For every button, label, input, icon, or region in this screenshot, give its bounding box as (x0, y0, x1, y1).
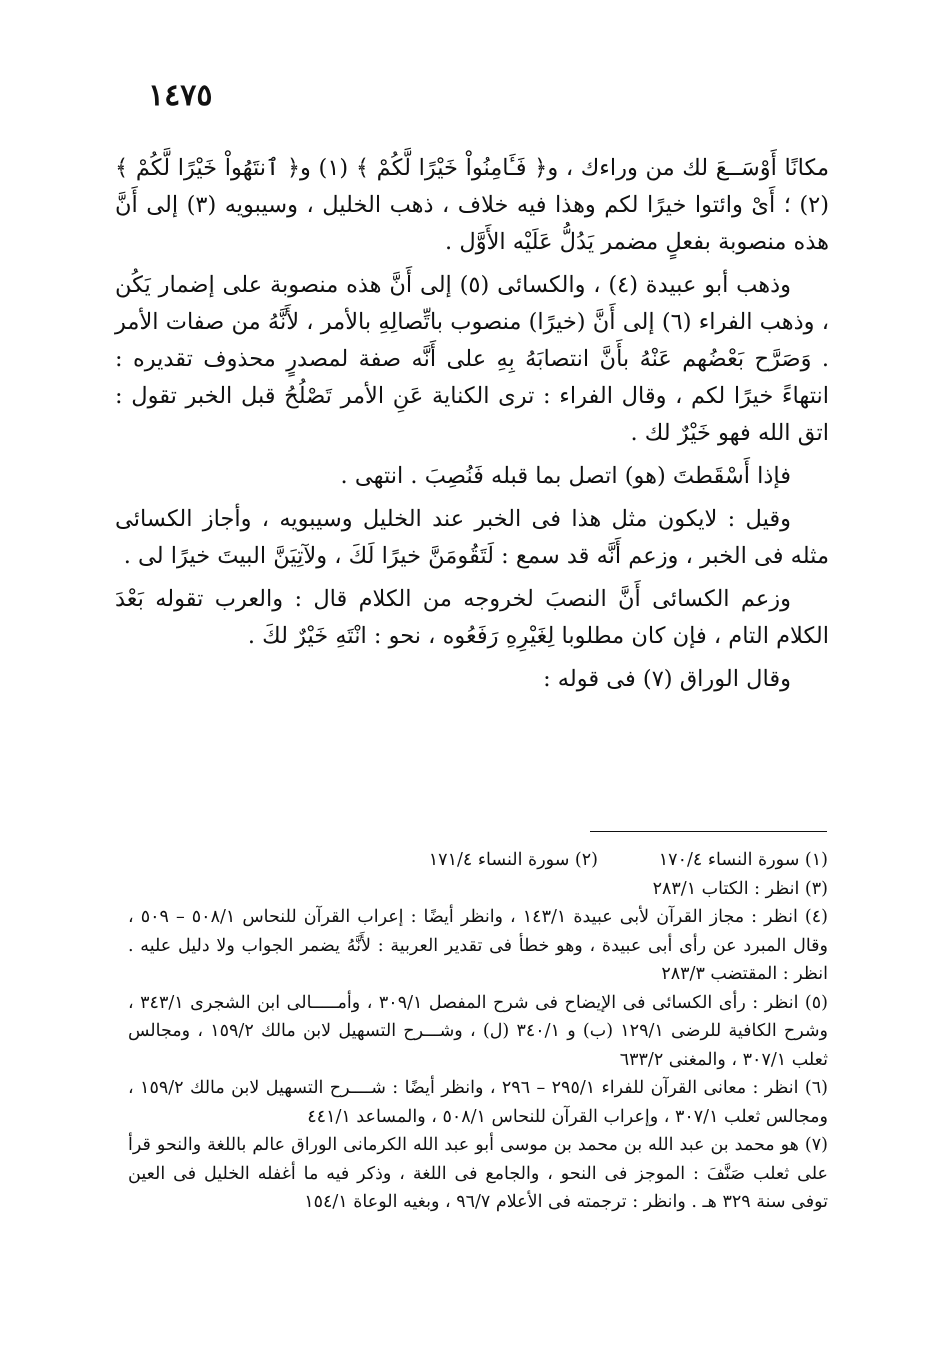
paragraph-5: وزعم الكسائى أَنَّ النصبَ لخروجه من الكلام قال : والعرب تقوله بَعْدَ الكلام التام ، فإن كان مطلوبا لِغَيْرِهِ رَفَعُوه ، نحو : انْتَهِ خَيْرٌ لكَ . (115, 586, 829, 649)
footnote-6: (٦) انظر : معانى القرآن للفراء ٢٩٥/١ – ٢٩٦ ، وانظر أيضًا : شــــرح التسهيل لابن مالك ١٥٩/٢ ، ومجالس ثعلب ٣٠٧/١ ، وإعراب القرآن للنحاس ٥٠٨/١ ، والمساعد ٤٤١/١ (128, 1078, 828, 1127)
main-text (115, 150, 829, 698)
paragraph-6: وقال الوراق (٧) فى قوله : (543, 666, 791, 692)
footnote-separator (590, 831, 827, 832)
footnote-7: (٧) هو محمد بن عبد الله بن محمد بن موسى أبو عبد الله الكرمانى الوراق عالم باللغة والنحو قرأ على ثعلب صَنَّفَ : الموجز فى النحو ، والجامع فى اللغة ، وذكر فيه ما أغفله الخليل فى العين توفى سنة ٣٢٩ هـ . وانظر : ترجمته فى الأعلام ٩٦/٧ ، وبغيه الوعاة ١٥٤/١ (128, 1135, 828, 1212)
footnotes (128, 846, 828, 1217)
page-number: ١٤٧٥ (148, 78, 213, 113)
paragraph-2: وذهب أبو عبيدة (٤) ، والكسائى (٥) إلى أَنَّ هذه منصوبة على إضمار يَكُن ، وذهب الفراء (٦) إلى أَنَّ (خيرًا) منصوب باتِّصالِهِ بالأمر ، لأَنَّهُ من صفات الأمر . وَصَرَّح بَعْضُهم عَنْهُ بأَنَّ انتصابَهُ بِهِ على أَنَّه صفة لمصدرٍ محذوف تقديره : انتهاءً خيرًا لكم ، وقال الفراء : ترى الكناية عَنِ الأمر تَصْلُحُ قبل الخبر تقول : اتق الله فهو خَيْرٌ لك . (115, 272, 830, 446)
paragraph-3: فإذا أَسْقَطتَ (هو) اتصل بما قبله فَنُصِبَ . انتهى . (340, 463, 791, 489)
paragraph-1: مكانًا أَوْسَــعَ لك من وراءك ، و﴿ فَـَٔامِنُواْ خَيْرًا لَّكُمْ ﴾ (١) و﴿ ٱنتَهُواْ خَيْرًا لَّكُمْ ﴾ (٢) ؛ أَىْ وائتوا خيرًا لكم وهذا فيه خلاف ، ذهب الخليل ، وسيبويه (٣) إلى أَنَّ هذه منصوبة بفعلٍ مضمر يَدُلُّ عَلَيْه الأَوَّل . (115, 155, 830, 255)
footnote-row-1-2 (128, 846, 828, 875)
footnote-5: (٥) انظر : رأى الكسائى فى الإيضاح فى شرح المفصل ٣٠٩/١ ، وأمـــــالى ابن الشجرى ٣٤٣/١ ، وشرح الكافية للرضى ١٢٩/١ (ب) و ٣٤٠/١ (ل) ، وشـــرح التسهيل لابن مالك ١٥٩/٢ ، ومجالس ثعلب ٣٠٧/١ ، والمغنى ٦٣٣/٢ (128, 992, 828, 1070)
footnote-3: (٣) انظر : الكتاب ٢٨٣/١ (652, 878, 828, 899)
footnote-2: (٢) سورة النساء ١٧١/٤ (428, 850, 598, 870)
footnote-4: (٤) انظر : مجاز القرآن لأبى عبيدة ١٤٣/١ ، وانظر أيضًا : إعراب القرآن للنحاس ٥٠٨/١ – ٥٠٩ ، وقال المبرد عن رأى أبى عبيدة ، وهو خطأ فى تقدير العربية : لأَنَّهُ يضمر الجواب ولا دليل عليه . انظر : المقتضب ٢٨٣/٣ (128, 907, 828, 984)
paragraph-4: وقيل : لايكون مثل هذا فى الخبر عند الخليل وسيبويه ، وأجاز الكسائى مثله فى الخبر ، وزعم أَنَّه قد سمع : لَتَقُومَنَّ خيرًا لَكَ ، ولآتِيَنَّ البيتَ خيرًا لى . (115, 506, 829, 569)
footnote-1: (١) سورة النساء ١٧٠/٤ (658, 850, 828, 870)
